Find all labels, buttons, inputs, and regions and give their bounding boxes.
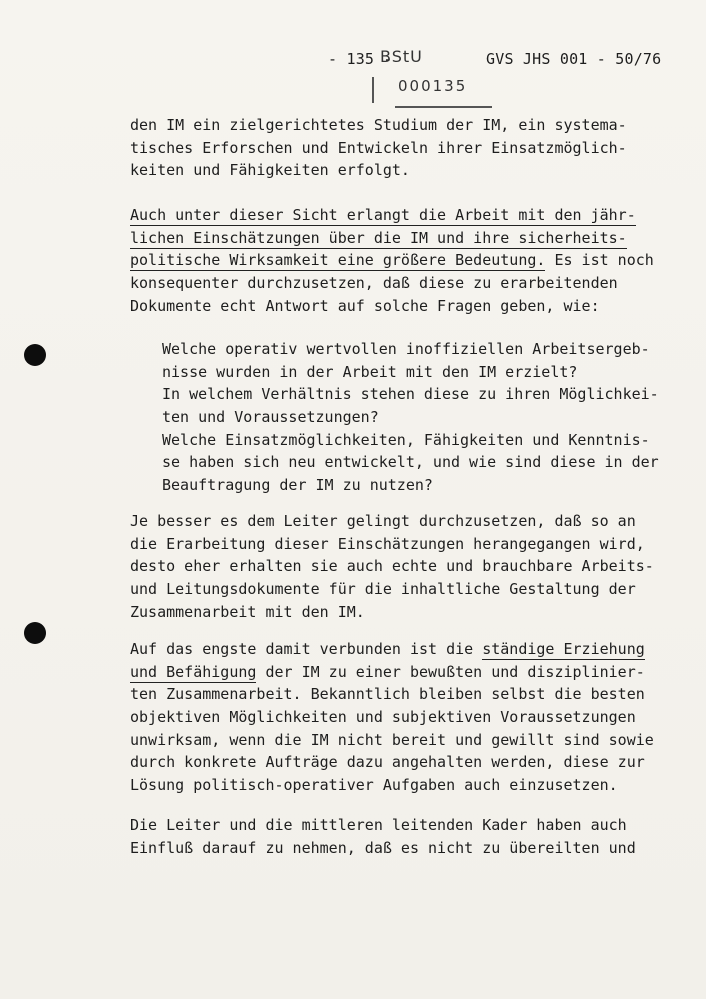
underlined-text: und Befähigung xyxy=(130,662,257,681)
archive-stamp-number: 000135 xyxy=(398,77,468,95)
question-list xyxy=(162,338,659,497)
question-line: se haben sich neu entwickelt, und wie sind diese in der xyxy=(162,453,659,472)
stamp-border-bottom xyxy=(395,106,492,108)
text-line: tisches Erforschen und Entwickeln ihrer Einsatzmöglich- xyxy=(130,138,627,157)
paragraph-1 xyxy=(130,114,627,182)
text-line: unwirksam, wenn die IM nicht bereit und gewillt sind sowie xyxy=(130,730,654,749)
underlined-text: ständige Erziehung xyxy=(482,640,645,658)
text-line: durch konkrete Aufträge dazu angehalten werden, diese zur xyxy=(130,753,645,772)
text-line: objektiven Möglichkeiten und subjektiven Voraussetzungen xyxy=(130,708,636,727)
text-span: der IM zu einer bewußten und disziplinier- xyxy=(256,662,645,681)
text-line: ten Zusammenarbeit. Bekanntlich bleiben selbst die besten xyxy=(130,685,645,704)
paragraph-4 xyxy=(130,638,654,797)
text-line: Die Leiter und die mittleren leitenden Kader haben auch xyxy=(130,816,627,834)
text-line: Einfluß darauf zu nehmen, daß es nicht zu übereilten und xyxy=(130,838,636,857)
paragraph-3 xyxy=(130,510,654,623)
text-line: Dokumente echt Antwort auf solche Fragen geben, wie: xyxy=(130,296,600,315)
paragraph-5 xyxy=(130,814,636,859)
text-line: und Leitungsdokumente für die inhaltliche Gestaltung der xyxy=(130,580,636,599)
question-line: nisse wurden in der Arbeit mit den IM erzielt? xyxy=(162,362,578,381)
punch-hole-top xyxy=(24,344,46,366)
archive-code: GVS JHS 001 - 50/76 xyxy=(486,50,662,68)
paragraph-2 xyxy=(130,204,654,317)
page-number: - 135 - xyxy=(328,50,393,68)
text-line: konsequenter durchzusetzen, daß diese zu erarbeitenden xyxy=(130,274,618,293)
question-line: Welche operativ wertvollen inoffiziellen Arbeitsergeb- xyxy=(162,340,650,358)
text-line: den IM ein zielgerichtetes Studium der IM, ein systema- xyxy=(130,116,627,134)
text-line: Je besser es dem Leiter gelingt durchzusetzen, daß so an xyxy=(130,512,636,530)
stamp-border-left xyxy=(372,77,374,103)
underlined-text: lichen Einschätzungen über die IM und ihre sicherheits- xyxy=(130,228,627,247)
question-line: Beauftragung der IM zu nutzen? xyxy=(162,476,433,495)
question-line: Welche Einsatzmöglichkeiten, Fähigkeiten und Kenntnis- xyxy=(162,430,650,449)
text-line: die Erarbeitung dieser Einschätzungen herangegangen wird, xyxy=(130,534,645,553)
underlined-text: politische Wirksamkeit eine größere Bedeutung. xyxy=(130,251,546,270)
text-line: Lösung politisch-operativer Aufgaben auch einzusetzen. xyxy=(130,776,618,795)
underlined-text: Auch unter dieser Sicht erlangt die Arbeit mit den jähr- xyxy=(130,206,636,224)
archive-stamp-label: BStU xyxy=(380,47,423,66)
question-line: ten und Voraussetzungen? xyxy=(162,408,379,427)
text-span: Es ist noch xyxy=(545,251,654,270)
question-line: In welchem Verhältnis stehen diese zu ihren Möglichkei- xyxy=(162,385,659,404)
text-line: desto eher erhalten sie auch echte und brauchbare Arbeits- xyxy=(130,557,654,576)
text-span: Auf das engste damit verbunden ist die xyxy=(130,640,483,658)
text-line: keiten und Fähigkeiten erfolgt. xyxy=(130,161,410,180)
punch-hole-bottom xyxy=(24,622,46,644)
text-line: Zusammenarbeit mit den IM. xyxy=(130,602,365,621)
